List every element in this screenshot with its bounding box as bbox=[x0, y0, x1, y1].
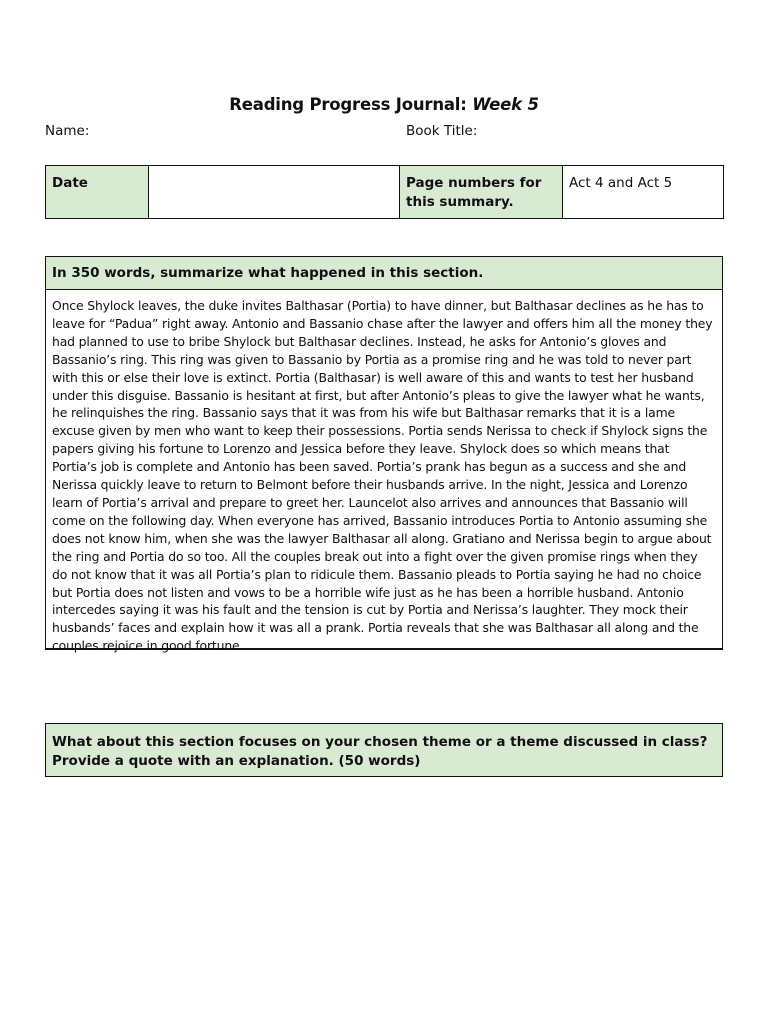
summary-text[interactable]: Once Shylock leaves, the duke invites Balthasar (Portia) to have dinner, but Balthasar declines as he has to leave for “Padua” right away. Antonio and Bassanio chase after the lawyer and offers him all the money they had planned to use to bribe Shylock but Balthasar declines. Instead, he asks for Antonio’s gloves and Bassanio’s ring. This ring was given to Bassanio by Portia as a promise ring and he was told to never part with this or else their love is extinct. Portia (Balthasar) is well aware of this and wants to test her husband under this disguise. Bassanio is hesitant at first, but after Antonio’s pleas to give the lawyer what he wants, he relinquishes the ring. Bassanio says that it was from his wife but Balthasar remarks that it is a lame excuse given by men who want to keep their possessions. Portia sends Nerissa to check if Shylock signs the papers giving his fortune to Lorenzo and Jessica before they leave. Shylock does so which means that Portia’s job is complete and Antonio has been saved. Portia’s prank has begun as a success and she and Nerissa quickly leave to return to Belmont before their husbands arrive. In the night, Jessica and Lorenzo learn of Portia’s arrival and prepare to greet her. Launcelot also arrives and announces that Bassanio will come on the following day. When everyone has arrived, Bassanio introduces Portia to Antonio assuming she does not know him, when she was the lawyer Balthasar all along. Gratiano and Nerissa begin to argue about the ring and Portia do so too. All the couples break out into a fight over the given promise rings when they do not know that it was all Portia’s plan to ridicule them. Bassanio pleads to Portia saying he had no choice but Portia does not listen and vows to be a horrible wife just as he has been a horrible husband. Antonio intercedes saying it was his fault and the tension is cut by Portia and Nerissa’s laughter. They mock their husbands’ faces and explain how it was all a prank. Portia reveals that she was Balthasar all along and the couples rejoice in good fortune. bbox=[52, 298, 713, 654]
page-title bbox=[0, 95, 768, 114]
page-numbers-label: Page numbers for this summary. bbox=[400, 166, 563, 219]
theme-prompt: What about this section focuses on your chosen theme or a theme discussed in class? Provide a quote with an explanation. (50 words) bbox=[46, 724, 722, 776]
info-table bbox=[45, 165, 724, 219]
summary-section bbox=[45, 256, 723, 654]
page-numbers-value[interactable]: Act 4 and Act 5 bbox=[563, 166, 724, 219]
theme-section bbox=[45, 723, 723, 777]
date-label: Date bbox=[46, 166, 149, 219]
info-row bbox=[46, 166, 724, 219]
summary-prompt: In 350 words, summarize what happened in this section. bbox=[46, 257, 722, 290]
name-label: Name: bbox=[45, 123, 90, 139]
date-value-cell[interactable] bbox=[149, 166, 400, 219]
title-week: Week 5 bbox=[472, 95, 539, 114]
book-title-label: Book Title: bbox=[406, 123, 478, 139]
title-main: Reading Progress Journal: bbox=[229, 95, 473, 114]
